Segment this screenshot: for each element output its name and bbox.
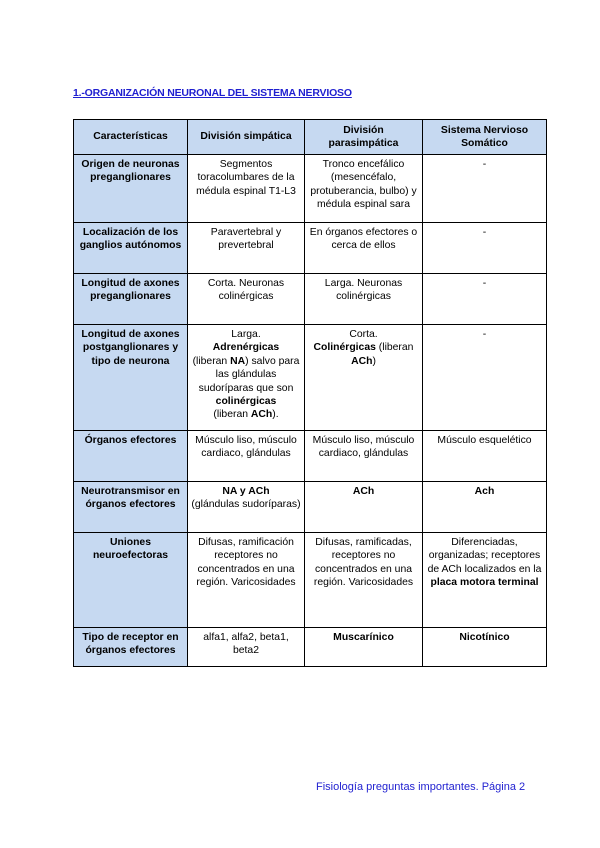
text-bold: Adrenérgicas bbox=[212, 342, 280, 354]
text-bold: placa motora terminal bbox=[430, 577, 539, 589]
cell-simpatica bbox=[188, 325, 305, 431]
text-part: Corta. bbox=[349, 329, 378, 340]
text-part: ) salvo para las glándulas sudoríparas que son bbox=[198, 355, 300, 394]
text-bold: Colinérgicas bbox=[313, 342, 376, 354]
header-somatico: Sistema Nervioso Somático bbox=[423, 120, 547, 155]
cell-parasimpatica bbox=[305, 325, 423, 431]
table-row bbox=[74, 155, 547, 223]
text-bold: colinérgicas bbox=[215, 396, 277, 408]
text-bold: ACh bbox=[352, 486, 375, 497]
table-row bbox=[74, 482, 547, 533]
cell-somatico: - bbox=[423, 155, 547, 223]
table-row bbox=[74, 223, 547, 274]
row-label: Longitud de axones postganglionares y tipo de neurona bbox=[74, 325, 188, 431]
text-bold: Nicotínico bbox=[459, 632, 510, 643]
text-part: (liberan bbox=[192, 355, 228, 367]
cell-simpatica bbox=[188, 482, 305, 533]
cell-simpatica: Segmentos toracolumbares de la médula espinal T1-L3 bbox=[188, 155, 305, 223]
text-bold: NA y ACh bbox=[222, 486, 270, 497]
text-part: (liberan bbox=[213, 409, 249, 421]
header-caracteristicas: Características bbox=[74, 120, 188, 155]
page-footer: Fisiología preguntas importantes. Página 2 bbox=[316, 781, 526, 793]
cell-simpatica: alfa1, alfa2, beta1, beta2 bbox=[188, 628, 305, 667]
text-part: Larga. bbox=[231, 329, 261, 340]
cell-parasimpatica: Larga. Neuronas colinérgicas bbox=[305, 274, 423, 325]
row-label: Localización de los ganglios autónomos bbox=[74, 223, 188, 274]
cell-somatico bbox=[423, 533, 547, 628]
header-parasimpatica: División parasimpática bbox=[305, 120, 423, 155]
row-label: Órganos efectores bbox=[74, 431, 188, 482]
text-bold: ACh bbox=[351, 355, 373, 367]
cell-somatico bbox=[423, 628, 547, 667]
cell-simpatica: Difusas, ramificación receptores no concentrados en una región. Varicosidades bbox=[188, 533, 305, 628]
row-label: Uniones neuroefectoras bbox=[74, 533, 188, 628]
comparison-table bbox=[73, 119, 547, 667]
text-part: (liberan bbox=[378, 342, 414, 354]
text-bold: ACh bbox=[250, 409, 273, 421]
text-bold: Muscarínico bbox=[333, 632, 394, 643]
row-label: Neurotransmisor en órganos efectores bbox=[74, 482, 188, 533]
cell-parasimpatica: Músculo liso, músculo cardiaco, glándulas bbox=[305, 431, 423, 482]
cell-somatico: - bbox=[423, 325, 547, 431]
cell-simpatica: Corta. Neuronas colinérgicas bbox=[188, 274, 305, 325]
table-row bbox=[74, 533, 547, 628]
text-bold: NA bbox=[230, 355, 246, 367]
cell-parasimpatica bbox=[305, 628, 423, 667]
text-part: (glándulas sudoríparas) bbox=[191, 499, 301, 511]
cell-parasimpatica bbox=[305, 482, 423, 533]
row-label: Origen de neuronas preganglionares bbox=[74, 155, 188, 223]
cell-somatico bbox=[423, 482, 547, 533]
section-title: 1.-ORGANIZACIÓN NEURONAL DEL SISTEMA NERVIOSO bbox=[73, 87, 352, 99]
table-row bbox=[74, 274, 547, 325]
text-part: Diferenciadas, organizadas; receptores de ACh localizados en la bbox=[427, 537, 542, 575]
text-bold: Ach bbox=[474, 486, 495, 497]
table-row bbox=[74, 628, 547, 667]
cell-simpatica: Paravertebral y prevertebral bbox=[188, 223, 305, 274]
header-row bbox=[74, 120, 547, 155]
cell-parasimpatica: En órganos efectores o cerca de ellos bbox=[305, 223, 423, 274]
text-part: ) bbox=[372, 355, 376, 367]
cell-simpatica: Músculo liso, músculo cardiaco, glándulas bbox=[188, 431, 305, 482]
cell-somatico: - bbox=[423, 274, 547, 325]
row-label: Tipo de receptor en órganos efectores bbox=[74, 628, 188, 667]
cell-parasimpatica: Tronco encefálico (mesencéfalo, protuberancia, bulbo) y médula espinal sara bbox=[305, 155, 423, 223]
table-row bbox=[74, 325, 547, 431]
table-row bbox=[74, 431, 547, 482]
row-label: Longitud de axones preganglionares bbox=[74, 274, 188, 325]
cell-somatico: Músculo esquelético bbox=[423, 431, 547, 482]
cell-somatico: - bbox=[423, 223, 547, 274]
cell-parasimpatica: Difusas, ramificadas, receptores no concentrados en una región. Varicosidades bbox=[305, 533, 423, 628]
text-part: ). bbox=[272, 409, 279, 421]
header-simpatica: División simpática bbox=[188, 120, 305, 155]
